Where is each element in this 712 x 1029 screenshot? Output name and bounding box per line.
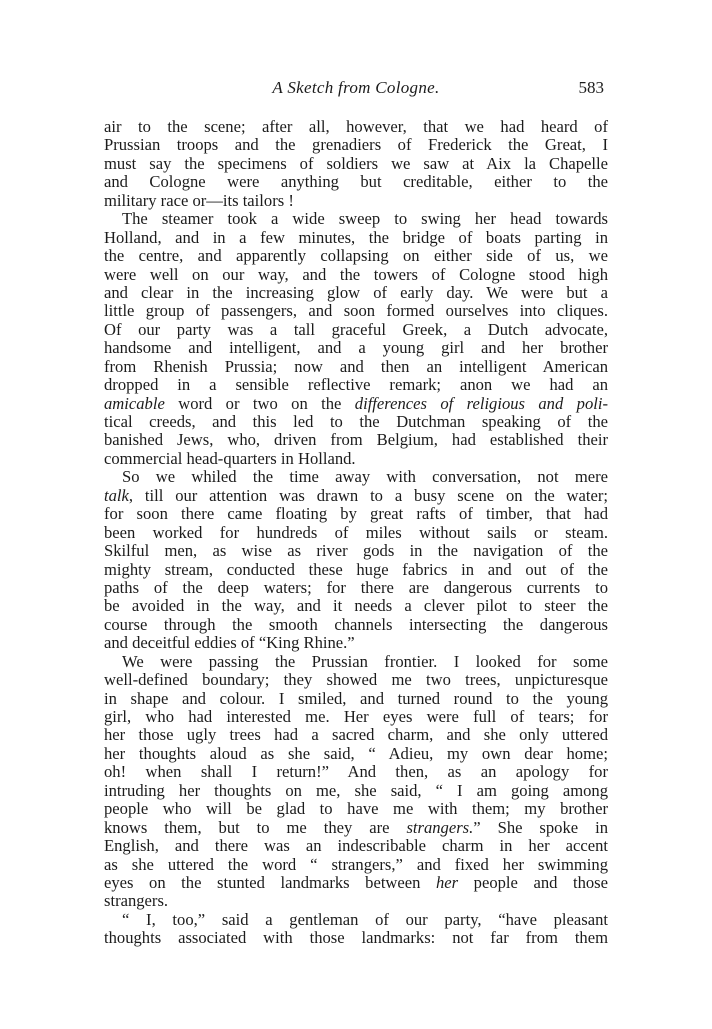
text-line: and deceitful eddies of “King Rhine.” <box>104 633 355 653</box>
text-line: little group of passengers, and soon formed ourselves into cliques. <box>104 301 608 321</box>
body-text <box>104 118 608 948</box>
text-line: Skilful men, as wise as river gods in the navigation of the <box>104 541 608 561</box>
text-line: well-defined boundary; they showed me two trees, unpicturesque <box>104 670 608 690</box>
text-line: mighty stream, conducted these huge fabrics in and out of the <box>104 559 608 579</box>
text-line: in shape and colour. I smiled, and turned round to the young <box>104 688 608 708</box>
text-line: Of our party was a tall graceful Greek, a Dutch advocate, <box>104 319 608 339</box>
text-line: course through the smooth channels intersecting the dangerous <box>104 614 608 634</box>
text-line: English, and there was an indescribable charm in her accent <box>104 836 608 856</box>
text-line: and Cologne were anything but creditable, either to the <box>104 172 608 192</box>
text-line: were well on our way, and the towers of Cologne stood high <box>104 264 608 284</box>
text-line: talk, till our attention was drawn to a busy scene on the water; <box>104 485 608 505</box>
text-line: eyes on the stunted landmarks between her people and those <box>104 872 608 892</box>
text-line: air to the scene; after all, however, that we had heard of <box>104 117 608 136</box>
text-line: thoughts associated with those landmarks: not far from them <box>104 928 608 948</box>
text-line: banished Jews, who, driven from Belgium, had established their <box>104 430 608 450</box>
text-line: for soon there came floating by great rafts of timber, that had <box>104 504 608 524</box>
text-line: her those ugly trees had a sacred charm, and she only uttered <box>104 725 608 745</box>
text-line: the centre, and apparently collapsing on either side of us, we <box>104 246 608 266</box>
text-line: oh! when shall I return!” And then, as an apology for <box>104 762 608 782</box>
page-number: 583 <box>578 78 604 97</box>
text-line: people who will be glad to have me with them; my brother <box>104 799 608 819</box>
text-line: The steamer took a wide sweep to swing her head towards <box>122 209 608 229</box>
text-line: military race or—its tailors ! <box>104 190 294 210</box>
text-line: commercial head-quarters in Holland. <box>104 448 356 468</box>
text-line: her thoughts aloud as she said, “ Adieu, my own dear home; <box>104 743 608 763</box>
text-line: be avoided in the way, and it needs a clever pilot to steer the <box>104 596 608 616</box>
text-line: knows them, but to me they are strangers.” She spoke in <box>104 817 608 837</box>
running-title: A Sketch from Cologne. <box>272 78 440 97</box>
text-line: as she uttered the word “ strangers,” and fixed her swimming <box>104 854 608 874</box>
text-line: Prussian troops and the grenadiers of Frederick the Great, I <box>104 135 608 155</box>
text-line: girl, who had interested me. Her eyes were full of tears; for <box>104 707 608 726</box>
text-line: intruding her thoughts on me, she said, “ I am going among <box>104 780 608 800</box>
text-line: from Rhenish Prussia; now and then an intelligent American <box>104 356 608 376</box>
text-line: amicable word or two on the differences of religious and poli- <box>104 393 608 413</box>
text-line: paths of the deep waters; for there are dangerous currents to <box>104 577 608 597</box>
text-line: been worked for hundreds of miles without sails or steam. <box>104 522 608 542</box>
text-line: So we whiled the time away with conversation, not mere <box>122 467 608 487</box>
text-line: “ I, too,” said a gentleman of our party, “have pleasant <box>122 909 608 929</box>
text-line: must say the specimens of soldiers we saw at Aix la Chapelle <box>104 153 608 173</box>
text-line: strangers. <box>104 891 169 911</box>
text-line: tical creeds, and this led to the Dutchman speaking of the <box>104 412 608 431</box>
text-line: and clear in the increasing glow of early day. We were but a <box>104 282 608 302</box>
text-line: Holland, and in a few minutes, the bridge of boats parting in <box>104 227 608 247</box>
text-line: handsome and intelligent, and a young girl and her brother <box>104 338 608 358</box>
text-line: We were passing the Prussian frontier. I looked for some <box>122 651 608 671</box>
text-line: dropped in a sensible reflective remark; anon we had an <box>104 375 608 395</box>
running-head <box>104 78 608 104</box>
